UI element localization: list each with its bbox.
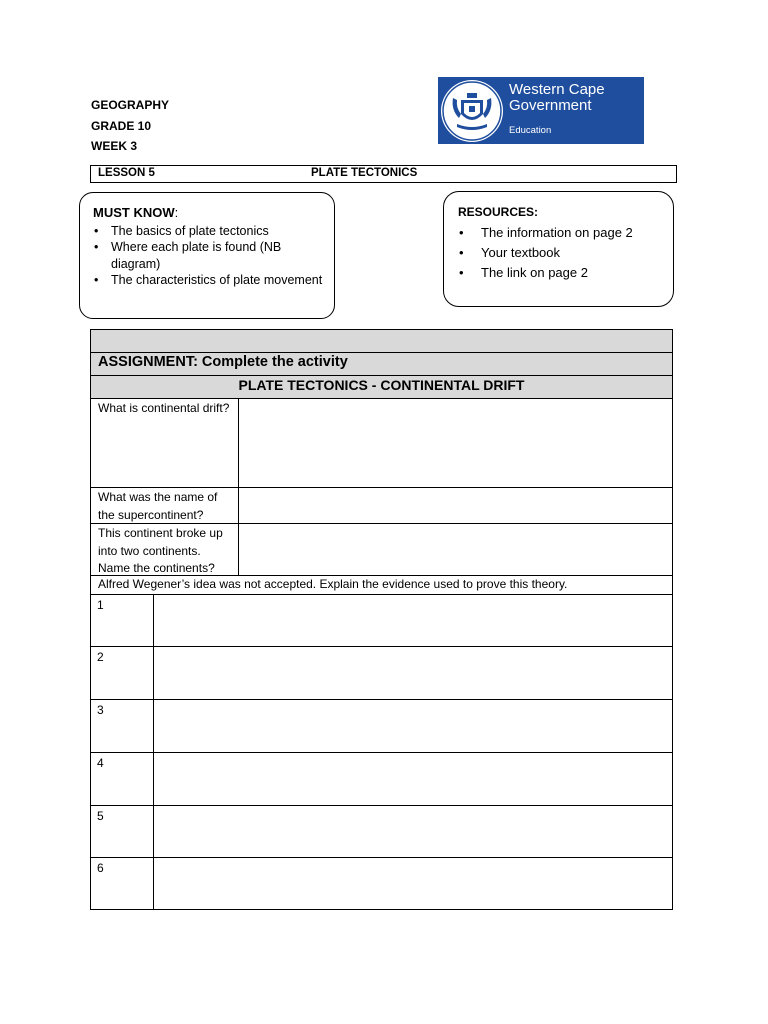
evidence-prompt: Alfred Wegener’s idea was not accepted. Explain the evidence used to prove this theory. xyxy=(98,577,568,591)
assignment-subtitle-row xyxy=(91,376,672,399)
lesson-topic: PLATE TECTONICS xyxy=(311,167,418,179)
lesson-bar xyxy=(90,165,677,183)
question-row xyxy=(91,524,672,576)
document-header xyxy=(91,95,169,157)
question-label: What is continental drift? xyxy=(98,401,230,415)
evidence-row xyxy=(91,647,672,700)
resources-title: RESOURCES: xyxy=(458,205,539,219)
must-know-item: • Where each plate is found (NB diagram) xyxy=(111,239,331,272)
resource-item: • Your textbook xyxy=(481,243,633,263)
question-row xyxy=(91,488,672,524)
grade-label: GRADE 10 xyxy=(91,118,152,133)
evidence-row xyxy=(91,595,672,647)
evidence-number: 2 xyxy=(97,650,104,664)
assignment-title-row xyxy=(91,353,672,376)
week-label: WEEK 3 xyxy=(91,139,138,153)
question-row xyxy=(91,399,672,488)
evidence-number: 3 xyxy=(97,703,104,717)
resource-item: • The information on page 2 xyxy=(481,223,633,243)
evidence-row xyxy=(91,806,672,858)
must-know-list xyxy=(80,223,331,288)
must-know-item: • The characteristics of plate movement xyxy=(111,272,331,288)
evidence-row xyxy=(91,700,672,753)
evidence-row xyxy=(91,753,672,806)
table-blank-header-row xyxy=(91,330,672,353)
evidence-prompt-row xyxy=(91,576,672,595)
question-label: This continent broke up into two continents. Name the continents? xyxy=(98,526,223,575)
western-cape-government-logo xyxy=(438,77,644,144)
assignment-table xyxy=(90,329,673,910)
lesson-number: LESSON 5 xyxy=(98,167,155,179)
evidence-number: 4 xyxy=(97,756,104,770)
evidence-number: 5 xyxy=(97,809,104,823)
evidence-number: 1 xyxy=(97,598,104,612)
logo-text-line1: Western Cape xyxy=(509,81,605,98)
assignment-subtitle: PLATE TECTONICS - CONTINENTAL DRIFT xyxy=(238,377,525,393)
resource-item: • The link on page 2 xyxy=(481,263,633,283)
question-label: What was the name of the supercontinent? xyxy=(98,490,218,522)
evidence-row xyxy=(91,858,672,910)
assignment-title: ASSIGNMENT: Complete the activity xyxy=(98,354,348,370)
must-know-title: MUST KNOW: xyxy=(93,205,179,220)
resources-list xyxy=(444,223,633,283)
logo-text-line3: Education xyxy=(509,125,552,136)
resources-box xyxy=(443,191,674,307)
must-know-item: • The basics of plate tectonics xyxy=(111,223,331,239)
subject-label: GEOGRAPHY xyxy=(91,98,170,112)
coat-of-arms-icon xyxy=(441,80,503,142)
logo-text-line2: Government xyxy=(509,97,592,114)
evidence-number: 6 xyxy=(97,861,104,875)
must-know-box xyxy=(79,192,335,319)
